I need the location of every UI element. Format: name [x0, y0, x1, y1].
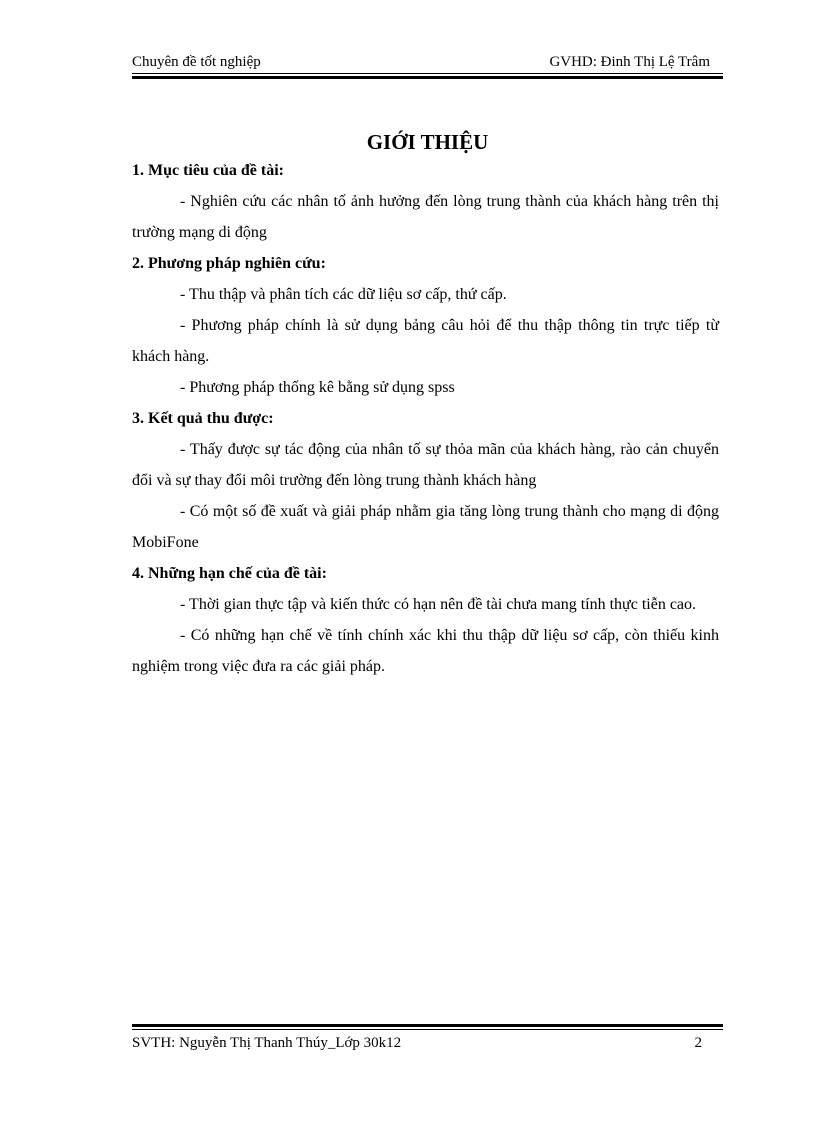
section-heading: 2. Phương pháp nghiên cứu: [132, 255, 326, 272]
paragraph: - Phương pháp thống kê bằng sử dụng spss [180, 379, 455, 396]
section [132, 155, 719, 248]
paragraph: - Thời gian thực tập và kiến thức có hạn nên đề tài chưa mang tính thực tiễn cao. [180, 596, 697, 613]
section [132, 403, 719, 558]
footer-rule-thick [132, 1024, 723, 1027]
paragraph: - Thu thập và phân tích các dữ liệu sơ cấp, thứ cấp. [180, 286, 507, 303]
footer-student-info: SVTH: Nguyễn Thị Thanh Thúy_Lớp 30k12 [132, 1035, 402, 1051]
header-advisor: GVHD: Đinh Thị Lệ Trâm [549, 54, 710, 70]
document-body [132, 155, 719, 682]
page-header [132, 52, 722, 72]
paragraph: - Phương pháp chính là sử dụng bảng câu hỏi để thu thập thông tin trực tiếp từ khách hàng. [132, 317, 719, 365]
header-rule-thick [132, 76, 723, 79]
section-heading: 4. Những hạn chế của đề tài: [132, 565, 327, 582]
page-footer [132, 1032, 723, 1054]
page-title: GIỚI THIỆU [366, 130, 489, 154]
paragraph: - Có những hạn chế về tính chính xác khi thu thập dữ liệu sơ cấp, còn thiếu kinh nghiệm trong việc đưa ra các giải pháp. [132, 627, 719, 675]
header-course-title: Chuyên đề tốt nghiệp [132, 54, 261, 70]
paragraph: - Thấy được sự tác động của nhân tố sự thỏa mãn của khách hàng, rào cản chuyển đổi và sự thay đổi môi trường đến lòng trung thành khách hàng [132, 441, 719, 489]
section [132, 558, 719, 682]
section-heading: 3. Kết quả thu được: [132, 410, 274, 427]
paragraph: - Nghiên cứu các nhân tố ảnh hưởng đến lòng trung thành của khách hàng trên thị trường mạng di động [132, 193, 719, 241]
paragraph: - Có một số đề xuất và giải pháp nhằm gia tăng lòng trung thành cho mạng di động MobiFone [132, 503, 719, 551]
section-heading: 1. Mục tiêu của đề tài: [132, 162, 284, 179]
section [132, 248, 719, 403]
footer-rule-thin [132, 1029, 723, 1030]
header-rule-thin [132, 73, 723, 74]
page-number: 2 [694, 1035, 702, 1051]
